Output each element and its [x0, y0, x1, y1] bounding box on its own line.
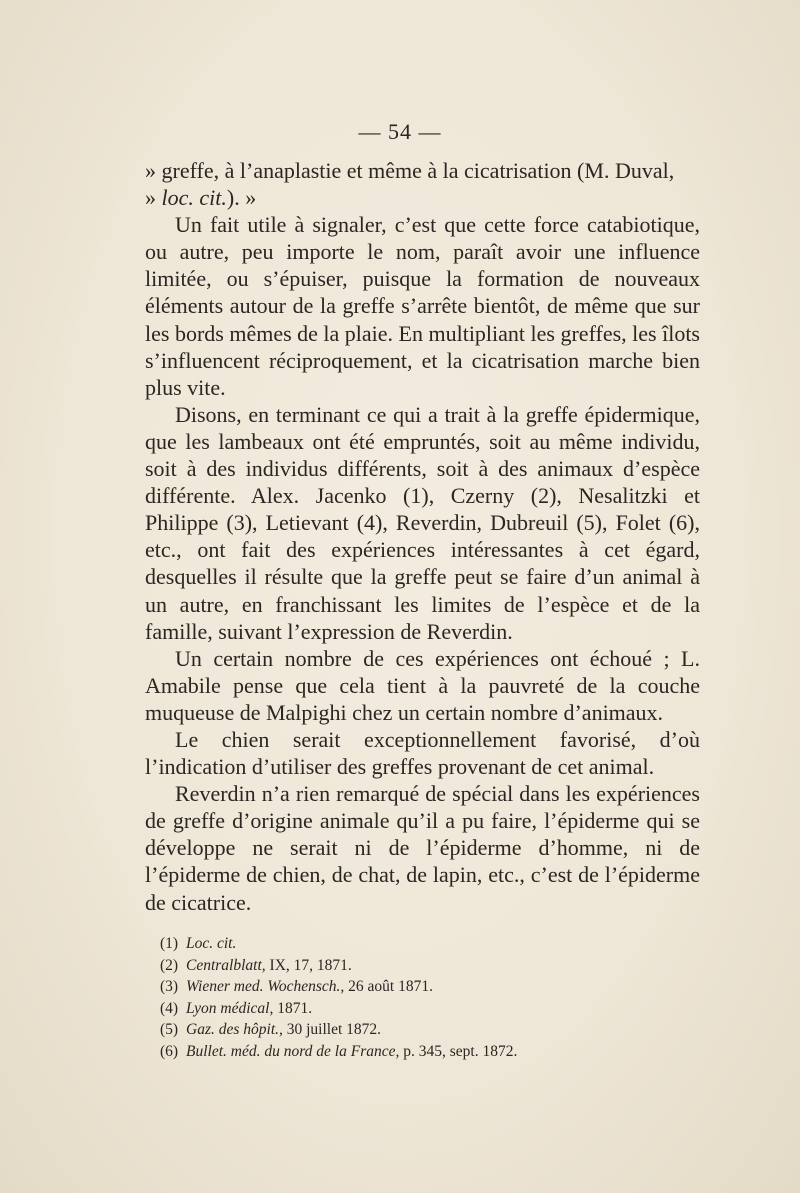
footnote-title: Loc. cit. [186, 935, 237, 952]
footnote-title: Bullet. méd. du nord de la France, [186, 1042, 400, 1060]
footnote-mark: (6) [160, 1042, 179, 1060]
page-number: — 54 — [358, 119, 442, 144]
footnote-title: Centralblatt, [186, 956, 266, 974]
footnote-rest: p. 345, sept. 1872. [399, 1042, 518, 1060]
paragraph-1-citation: loc. cit. [161, 185, 227, 211]
footnote [160, 998, 700, 1020]
footnote [160, 1041, 700, 1063]
footnote-title: Gaz. des hôpit., [186, 1021, 283, 1038]
footnote [160, 955, 700, 977]
footnote-rest: 30 juillet 1872. [282, 1021, 382, 1038]
footnote [160, 1019, 700, 1041]
paragraph-2: Un fait utile à signaler, c’est que cette force catabiotique, ou autre, peu importe le nom, paraît avoir une influence limitée, ou s’épuiser, puisque la formation de nouveaux éléments autour de la greffe s’arrête bientôt, de même que sur les bords mêmes de la plaie. En multipliant les greffes, les îlots s’influencent réciproquement, et la cicatrisation marche bien plus vite. [145, 212, 700, 400]
footnote-rest: 1871. [273, 999, 313, 1017]
footnote-rest: 26 août 1871. [344, 978, 433, 995]
footnote-title: Wiener med. Wochensch., [186, 978, 345, 995]
footnote-mark: (1) [160, 935, 179, 952]
footnote-mark: (3) [160, 978, 179, 995]
footnote [160, 976, 700, 998]
body-text [145, 157, 700, 916]
footnote [160, 933, 700, 955]
paragraph-4: Un certain nombre de ces expériences ont échoué ; L. Amabile pense que cela tient à la pauvreté de la couche muqueuse de Malpighi chez un certain nombre d’animaux. [145, 645, 700, 725]
paragraph-1-line-a: » greffe, à l’anaplastie et même à la cicatrisation (M. Duval, [145, 158, 675, 183]
footnote-mark: (4) [160, 999, 179, 1017]
paragraph-1-suffix: ). » [226, 185, 257, 211]
footnote-mark: (2) [160, 956, 179, 974]
paragraph-6: Reverdin n’a rien remarqué de spécial dans les expériences de greffe d’origine animale qu’il a pu faire, l’épiderme qui se développe ne serait ni de l’épiderme d’homme, ni de l’épiderme de chien, de chat, de lapin, etc., c’est de l’épiderme de cicatrice. [145, 781, 700, 915]
footnote-rest: IX, 17, 1871. [265, 956, 352, 974]
footnotes [160, 933, 700, 1062]
paragraph-1 [145, 157, 700, 211]
footnote-title: Lyon médical, [186, 999, 274, 1017]
footnote-mark: (5) [160, 1021, 179, 1038]
paragraph-3: Disons, en terminant ce qui a trait à la greffe épidermique, que les lambeaux ont été empruntés, soit au même individu, soit à des individus différents, soit à des animaux d’espèce différente. Alex. Jacenko (1), Czerny (2), Nesalitzki et Philippe (3), Letievant (4), Reverdin, Dubreuil (5), Folet (6), etc., ont fait des expériences intéressantes à cet égard, desquelles il résulte que la greffe peut se faire d’un animal à un autre, en franchissant les limites de l’espèce et de la famille, suivant l’expression de Reverdin. [145, 401, 700, 644]
paragraph-1-prefix: » [145, 185, 162, 211]
paragraph-5: Le chien serait exceptionnellement favorisé, d’où l’indication d’utiliser des greffes provenant de cet animal. [145, 726, 700, 780]
